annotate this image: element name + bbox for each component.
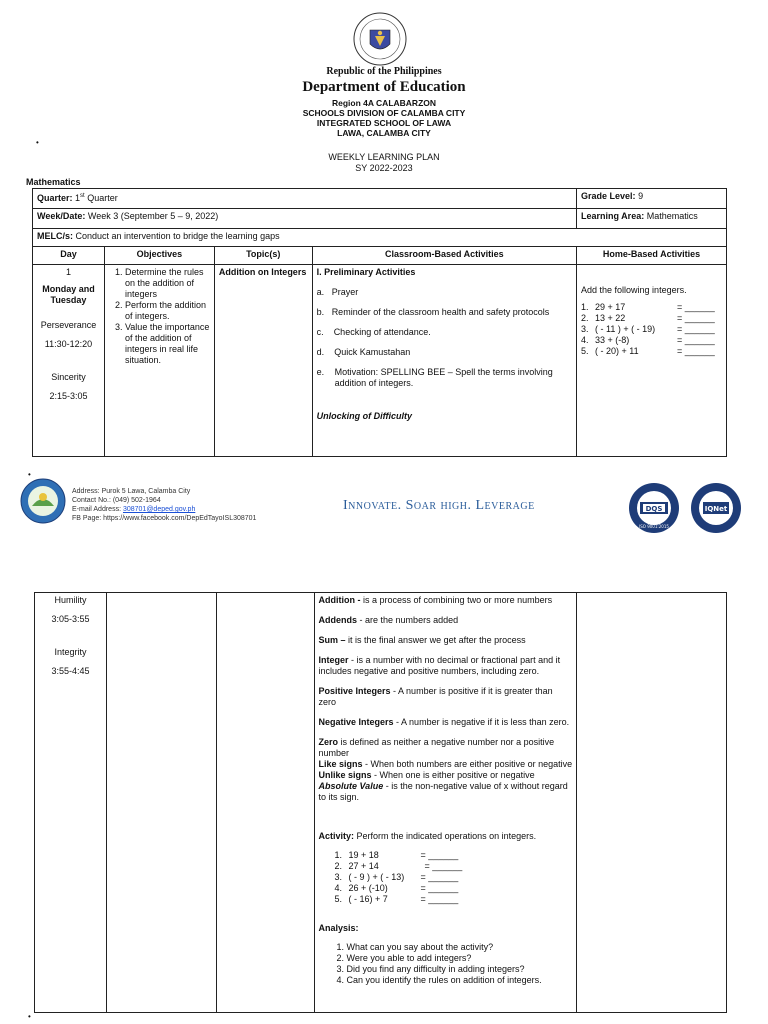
analysis-item: 1. What can you say about the activity? <box>347 942 573 953</box>
analysis-item: 2. Were you able to add integers? <box>347 953 573 964</box>
bullet-mark: • <box>28 470 31 479</box>
home-item: 5. ( - 20) + 11 = ______ <box>581 346 715 356</box>
bullet-mark: • <box>36 138 39 147</box>
day-cell: 1 Monday and Tuesday Perseverance 11:30-12:20 Sincerity 2:15-3:05 <box>33 265 105 457</box>
col-header-topics: Topic(s) <box>214 247 312 265</box>
activity-item: 2. 27 + 14 = ______ <box>334 861 463 871</box>
activity-item-list <box>319 850 573 905</box>
plan-title: WEEKLY LEARNING PLAN <box>328 152 440 162</box>
analysis-list <box>319 942 573 986</box>
footer-address: Address: Purok 5 Lawa, Calamba City <box>72 488 191 495</box>
col-header-day: Day <box>33 247 105 265</box>
analysis-item: 3. Did you find any difficulty in adding integers? <box>347 964 573 975</box>
school-logo <box>20 478 66 524</box>
learning-area-cell: Learning Area: Mathematics <box>577 209 727 229</box>
home-item: 4. 33 + (-8) = ______ <box>581 335 715 345</box>
unlocking-title: Unlocking of Difficulty <box>316 411 412 421</box>
region-line: Region 4A CALABARZON <box>331 98 437 108</box>
classroom-activities-cell: I. Preliminary Activities a. Prayer b. Reminder of the classroom health and safety protocols c. Checking of attendance. d. Quick Kamustahan e. Motivation: SPELLING BEE – Spell the terms involving addition of integers. Unlocking of Difficulty <box>312 265 576 457</box>
email-link[interactable]: 308701@deped.gov.ph <box>122 506 196 513</box>
school-motto: Innovate. Soar high. Leverage <box>343 498 535 513</box>
classroom-activities-cell-continued <box>314 593 577 1013</box>
iso-badge-text: ISO 9001:2015 <box>639 524 669 529</box>
learning-plan-table-page2 <box>34 592 727 1013</box>
footer-email: E-mail Address: 308701@deped.gov.ph <box>72 506 196 513</box>
definition-item: Negative Integers - A number is negative if it is less than zero. <box>318 717 570 727</box>
bullet-mark: • <box>28 1012 31 1021</box>
topic-cell-continued <box>216 593 314 1013</box>
republic-line: Republic of the Philippines <box>326 66 442 77</box>
home-item: 2. 13 + 22 = ______ <box>581 313 715 323</box>
school-year: SY 2022-2023 <box>355 163 413 173</box>
activity-item: 4. 26 + (-10) = ______ <box>334 883 459 893</box>
objectives-cell-continued <box>106 593 216 1013</box>
analysis-title: Analysis: <box>318 923 359 933</box>
melc-cell: MELC/s: Conduct an intervention to bridge the learning gaps <box>33 229 727 247</box>
footer-contact: Contact No.: (049) 502-1964 <box>72 497 161 504</box>
svg-text:DQS: DQS <box>645 505 663 513</box>
department-name: Department of Education <box>302 79 466 95</box>
col-header-objectives: Objectives <box>104 247 214 265</box>
activity-item: 1. 19 + 18 = ______ <box>334 850 459 860</box>
definition-item: Unlike signs - When one is either positive or negative <box>318 770 535 780</box>
prelim-item: d. Quick Kamustahan <box>316 347 411 357</box>
col-header-classroom: Classroom-Based Activities <box>312 247 576 265</box>
deped-seal <box>353 12 407 66</box>
iso-badge <box>628 482 680 534</box>
definition-item: Sum – it is the final answer we get after the process <box>318 635 526 645</box>
subject-label: Mathematics <box>26 177 81 187</box>
col-header-home: Home-Based Activities <box>577 247 727 265</box>
analysis-item: 4. Can you identify the rules on addition of integers. <box>347 975 573 986</box>
objectives-cell <box>104 265 214 457</box>
quarter-cell: Quarter: 1st Quarter <box>33 189 577 209</box>
footer-contact-block <box>72 487 256 523</box>
week-date-cell: Week/Date: Week 3 (September 5 – 9, 2022) <box>33 209 577 229</box>
definition-item: Addition - is a process of combining two or more numbers <box>318 595 553 605</box>
objective-item: 2. Perform the addition of integers. <box>125 300 210 322</box>
home-item-list <box>581 302 722 357</box>
division-line: SCHOOLS DIVISION OF CALAMBA CITY <box>302 108 466 118</box>
prelim-item: c. Checking of attendance. <box>316 327 431 337</box>
prelim-item: a. Prayer <box>316 287 359 297</box>
activity-instruction: Activity: Perform the indicated operations on integers. <box>318 831 537 841</box>
school-line: INTEGRATED SCHOOL OF LAWA <box>316 118 452 128</box>
definition-item: Zero is defined as neither a negative number nor a positive number <box>318 737 555 758</box>
home-activities-cell: Add the following integers. 1. 29 + 17 = ______ 2. 13 + 22 = ______ 3. ( - 11 ) + ( - 19) = ______ 4. 33 + (-8) = ______ 5. ( - 20) + 11 = ______ <box>577 265 727 457</box>
topic-cell: Addition on Integers <box>214 265 312 457</box>
objective-item: 3. Value the importance of the addition of integers in real life situation. <box>125 322 210 366</box>
prelim-item: e. Motivation: SPELLING BEE – Spell the terms involving addition of integers. <box>316 367 553 388</box>
home-item: 3. ( - 11 ) + ( - 19) = ______ <box>581 324 715 334</box>
location-line: LAWA, CALAMBA CITY <box>337 128 431 138</box>
day-cell-continued: Humility 3:05-3:55 Integrity 3:55-4:45 <box>35 593 107 1013</box>
iqnet-badge <box>690 482 742 534</box>
learning-plan-table-page1 <box>32 188 727 457</box>
footer-fb: FB Page: https://www.facebook.com/DepEdTayoISL308701 <box>72 515 257 522</box>
activity-item: 3. ( - 9 ) + ( - 13) = ______ <box>334 872 459 882</box>
grade-level-cell: Grade Level: 9 <box>577 189 727 209</box>
definition-item: Absolute Value - is the non-negative value of x without regard to its sign. <box>318 781 568 802</box>
home-item: 1. 29 + 17 = ______ <box>581 302 715 312</box>
iqnet-badge-text: IQNet <box>704 505 728 513</box>
definition-item: Integer - is a number with no decimal or fractional part and it includes negative and positive numbers, including zero. <box>318 655 561 676</box>
prelim-item: b. Reminder of the classroom health and safety protocols <box>316 307 550 317</box>
definition-item: Like signs - When both numbers are either positive or negative <box>318 759 573 769</box>
objective-item: 1. Determine the rules on the addition of integers <box>125 267 210 300</box>
definition-item: Addends - are the numbers added <box>318 615 459 625</box>
home-activities-cell-continued <box>577 593 727 1013</box>
activity-item: 5. ( - 16) + 7 = ______ <box>334 894 459 904</box>
definition-item: Positive Integers - A number is positive if it is greater than zero <box>318 686 553 707</box>
